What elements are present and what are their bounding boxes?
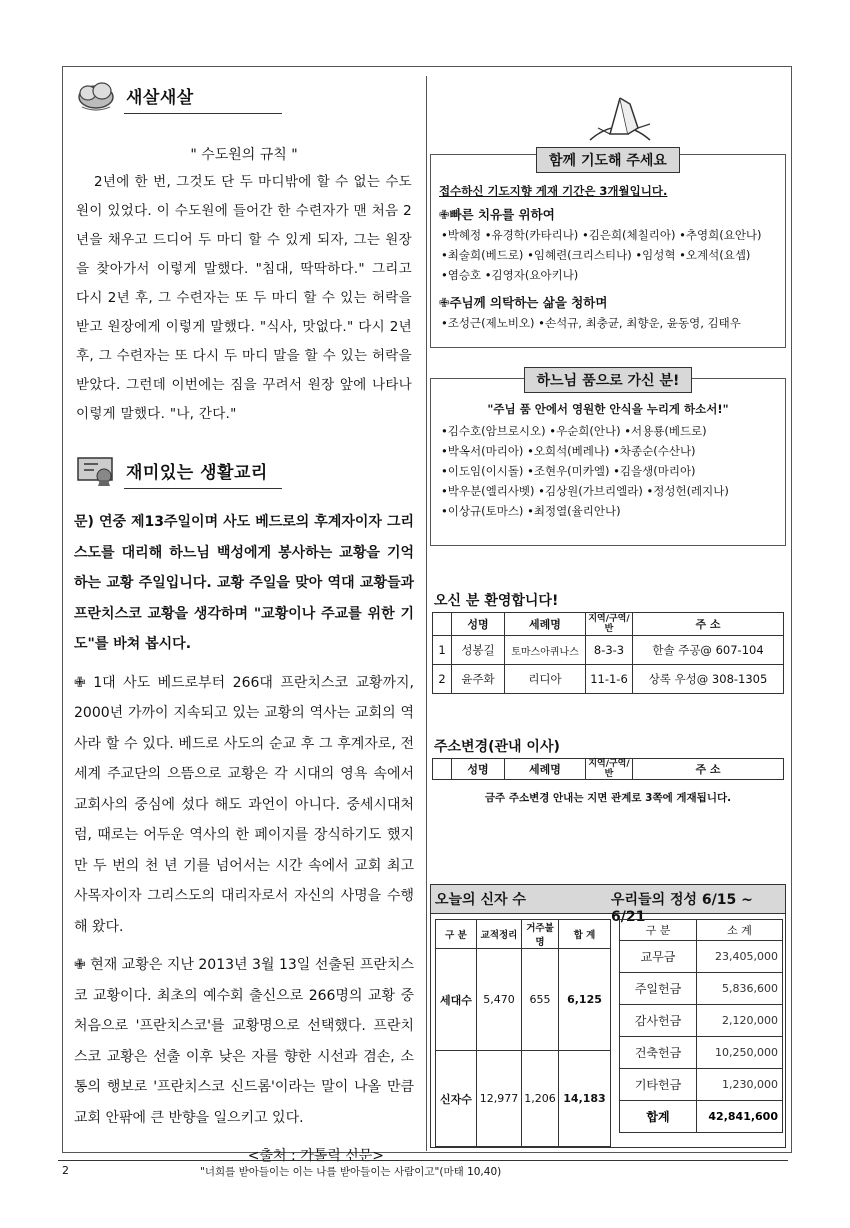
table-row [620,1069,783,1101]
column-divider [426,76,427,1151]
name-line: •조성근(제노비오) •손석규, 최충균, 최향운, 윤동영, 김태우 [441,316,741,330]
table-row [620,1005,783,1037]
right-column [430,72,786,805]
table-cell: 23,405,000 [697,941,783,973]
table-cell: 10,250,000 [697,1037,783,1069]
left-column [66,72,422,1172]
prayer-notice: 접수하신 기도지향 게재 기간은 3개월입니다. [439,184,668,198]
story-body [66,168,422,429]
name-line: •이도임(이시돌) •조현우(미카엘) •김을생(마리아) [441,464,696,478]
trust-names [441,313,785,333]
name-line: •박우분(엘리사벳) •김상원(가브리엘라) •정성헌(레지나) [441,484,729,498]
welcome-table [432,612,784,694]
prayer-header: 함께 기도해 주세요 [536,147,680,173]
table-cell: 42,841,600 [697,1101,783,1133]
section-title: 재미있는 생활교리 [126,462,268,483]
table-header: 지역/구역/반 [586,759,633,780]
cloud-icon [74,75,118,115]
table-cell: 한솔 주공@ 607-104 [633,636,784,665]
footer-rule [58,1160,788,1161]
question-paragraph: 문) 연중 제13주일이며 사도 베드로의 후계자이자 그리스도를 대리해 하느님 백성에게 봉사하는 교황을 기억하는 교황 주일입니다. 교황 주일을 맞아 역대 교황들과 프란치스코 교황을 생각하며 "교황이나 주교를 위한 기도"를 바쳐 봅시다. [74,514,414,652]
table-cell: 8-3-3 [586,636,633,665]
table-row [620,941,783,973]
name-line: •염승호 •김영자(요아키나) [441,268,579,282]
table-header [433,759,452,780]
deceased-names [441,421,785,521]
table-cell: 신자수 [436,1051,477,1147]
table-cell: 성봉길 [452,636,505,665]
table-cell: 교무금 [620,941,697,973]
table-cell: 1,206 [522,1051,559,1147]
table-cell: 토마스아퀴나스 [505,636,586,665]
teacher-icon [74,450,118,490]
name-line: •최술희(베드로) •임혜련(크리스티나) •임성혁 •오계석(요셉) [441,248,751,262]
praying-hands-icon [580,84,660,146]
story-title: " 수도원의 규칙 " [190,147,298,163]
deceased-header: 하느님 품으로 가신 분! [524,367,693,393]
table-header: 구 분 [620,920,697,941]
welcome-title: 오신 분 환영합니다! [434,593,559,609]
table-cell: 합계 [620,1101,697,1133]
table-header: 성명 [452,759,505,780]
footer-quote: "너희를 받아들이는 이는 나를 받아들이는 사람이고"(마태 10,40) [200,1166,502,1178]
story-paragraph: 2년에 한 번, 그것도 단 두 마디밖에 할 수 없는 수도원이 있었다. 이 수도원에 들어간 한 수련자가 맨 처음 2년을 채우고 드디어 두 마디 할 수 있게 되자, 그는 원장을 찾아가서 이렇게 말했다. "침대, 딱딱하다." 그리고 다시 2년 후, 그 수련자는 또 두 마디 할 수 있는 허락을 받고 원장에게 이렇게 말했다. "식사, 맛없다." 다시 2년 후, 그 수련자는 또 다시 두 마디 말을 할 수 있는 허락을 받았다. 그런데 이번에는 짐을 꾸려서 원장 앞에 나타나 이렇게 말했다. "나, 간다." [76,174,412,422]
table-row [436,949,611,1051]
table-cell: 1 [433,636,452,665]
table-cell: 1,230,000 [697,1069,783,1101]
members-title: 오늘의 신자 수 [435,892,526,908]
catechism-body [66,507,422,1172]
table-row [620,973,783,1005]
table-header: 거주불명 [522,920,559,949]
table-cell: 기타헌금 [620,1069,697,1101]
answer-paragraph: ✙ 1대 사도 베드로부터 266대 프란치스코 교황까지, 2000년 가까이 지속되고 있는 교황의 역사는 교회의 역사라 할 수 있다. 베드로 사도의 순교 후 그 후계자로, 전 세계 주교단의 으뜸으로 교황은 각 시대의 영욕 속에서 교회사의 중심에 섰다 해도 과언이 아니다. 중세시대처럼, 때로는 어두운 역사의 한 페이지를 장식하기도 했지만 두 번의 천 년 기를 넘어서는 시간 속에서 교회 최고 사목자이자 그리스도의 대리자로서 자신의 사명을 수행해 왔다. [74,674,414,935]
members-table [435,919,611,1147]
deceased-box [430,373,786,546]
table-cell: 상록 우성@ 308-1305 [633,665,784,694]
table-header-row [436,920,611,949]
stats-header [431,885,785,925]
name-line: •박혜정 •유경학(카타리나) •김은희(체칠리아) •추영희(요안나) [441,228,762,242]
page-number: 2 [62,1164,69,1177]
table-cell: 14,183 [559,1051,611,1147]
table-header-row [433,613,784,636]
table-cell: 5,836,600 [697,973,783,1005]
table-header: 구 분 [436,920,477,949]
table-row [433,636,784,665]
address-change-table [432,758,784,780]
table-header: 주 소 [633,759,784,780]
table-cell: 윤주화 [452,665,505,694]
table-cell: 11-1-6 [586,665,633,694]
table-header: 소 계 [697,920,783,941]
table-cell: 감사헌금 [620,1005,697,1037]
section-underline [124,113,282,114]
healing-title: ✙빠른 치유를 위하여 [439,207,555,222]
deceased-quote: "주님 품 안에서 영원한 안식을 누리게 하소서!" [487,402,729,416]
section-header-saesal [66,72,422,118]
offering-title: 우리들의 정성 6/15 ~ 6/21 [611,892,753,925]
table-cell: 리디아 [505,665,586,694]
table-cell: 건축헌금 [620,1037,697,1069]
source-citation: <출처 : 가톨릭 신문> [247,1148,384,1164]
table-cell: 주일헌금 [620,973,697,1005]
address-change-title: 주소변경(관내 이사) [434,739,560,755]
table-header [433,613,452,636]
table-header-row [620,920,783,941]
stats-box [430,884,786,1148]
offering-table [619,919,783,1133]
name-line: •이상규(토마스) •최정열(율리안나) [441,504,621,518]
section-title: 새살새살 [126,87,194,108]
table-cell: 5,470 [477,949,522,1051]
table-header: 세례명 [505,613,586,636]
answer-paragraph: ✙ 현재 교황은 지난 2013년 3월 13일 선출된 프란치스코 교황이다. 최초의 예수회 출신으로 266명의 교황 중 처음으로 '프란치스코'를 교황명으로 선택했다. 프란치스코 교황은 선출 이후 낮은 자를 향한 시선과 겸손, 소통의 행보로 '프란치스코 신드롬'이라는 말이 나올 만큼 교회 안팎에 큰 반향을 일으키고 있다. [74,957,414,1126]
table-header: 교적정리 [477,920,522,949]
table-header: 성명 [452,613,505,636]
table-cell: 2,120,000 [697,1005,783,1037]
table-cell: 655 [522,949,559,1051]
table-row [433,665,784,694]
table-cell: 6,125 [559,949,611,1051]
address-change-note: 금주 주소변경 안내는 지면 관계로 3쪽에 게재됩니다. [484,792,732,804]
section-header-catechism [66,447,422,493]
table-row [620,1037,783,1069]
table-header: 지역/구역/반 [586,613,633,636]
trust-title: ✙주님께 의탁하는 삶을 청하며 [439,295,608,310]
table-header: 세례명 [505,759,586,780]
table-header: 합 계 [559,920,611,949]
table-cell: 2 [433,665,452,694]
name-line: •김수호(암브로시오) •우순희(안나) •서용룡(베드로) [441,424,707,438]
table-cell: 세대수 [436,949,477,1051]
prayer-request-box [430,154,786,348]
table-header-row [433,759,784,780]
table-header: 주 소 [633,613,784,636]
section-underline [124,488,282,489]
name-line: •박옥서(마리아) •오희석(베레나) •차종순(수산나) [441,444,696,458]
table-total-row [620,1101,783,1133]
healing-names [441,225,785,285]
table-row [436,1051,611,1147]
table-cell: 12,977 [477,1051,522,1147]
